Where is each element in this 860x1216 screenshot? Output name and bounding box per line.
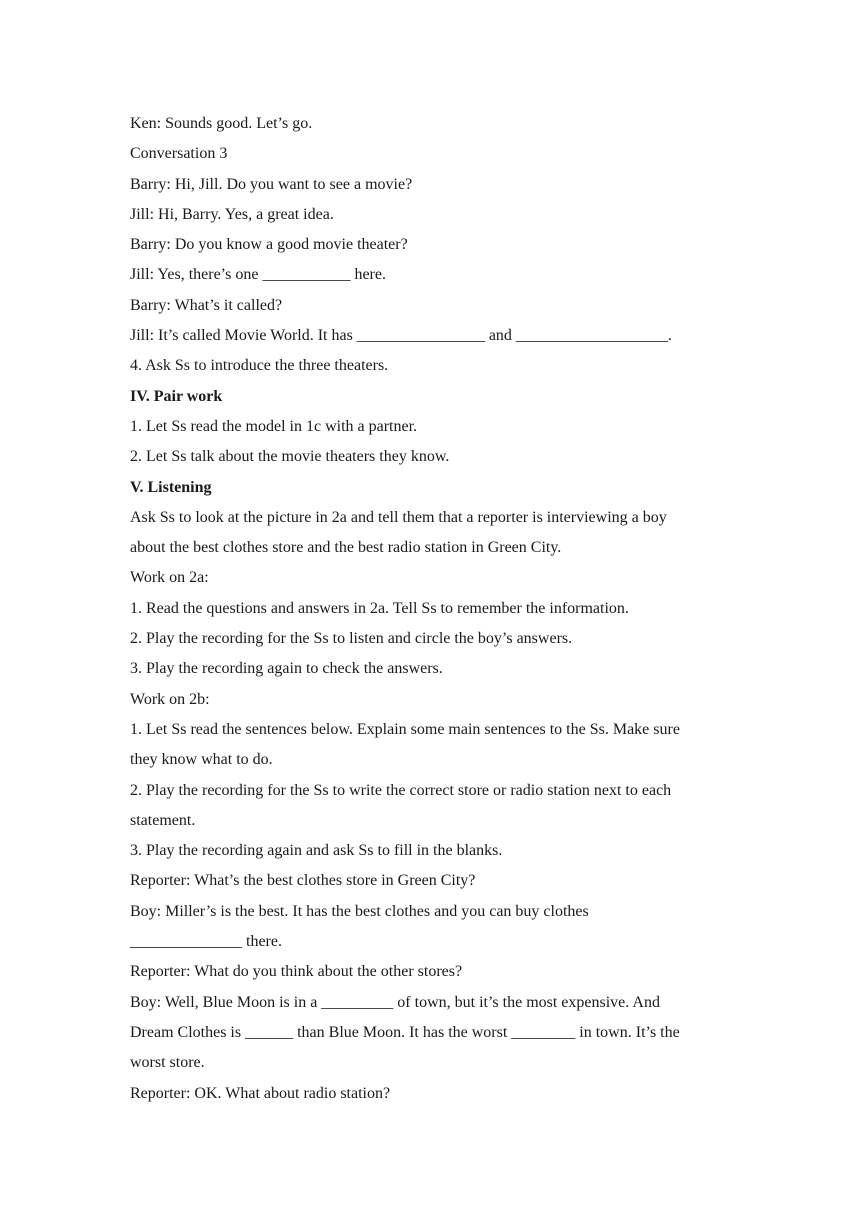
text-line: Barry: Do you know a good movie theater?	[130, 236, 408, 254]
text-line: Jill: Hi, Barry. Yes, a great idea.	[130, 205, 334, 223]
text-line: Boy: Miller’s is the best. It has the best clothes and you can buy clothes	[130, 902, 589, 920]
text-line: 4. Ask Ss to introduce the three theaters.	[130, 357, 389, 375]
text-line: 3. Play the recording again and ask Ss to fill in the blanks.	[130, 842, 503, 860]
text-line: Barry: What’s it called?	[130, 296, 283, 314]
text-line: Reporter: What’s the best clothes store in Green City?	[130, 872, 476, 890]
text-line: Jill: Yes, there’s one ___________ here.	[130, 266, 386, 284]
text-line: Boy: Well, Blue Moon is in a _________ of town, but it’s the most expensive. And	[130, 993, 660, 1011]
text-line: 1. Let Ss read the model in 1c with a partner.	[130, 417, 418, 435]
document-page	[130, 109, 740, 1109]
text-line: Jill: It’s called Movie World. It has ________________ and ___________________.	[130, 327, 672, 345]
text-line: Barry: Hi, Jill. Do you want to see a movie?	[130, 175, 413, 193]
section-heading: IV. Pair work	[130, 387, 223, 405]
text-line: they know what to do.	[130, 751, 273, 769]
text-line: 2. Play the recording for the Ss to listen and circle the boy’s answers.	[130, 630, 573, 648]
section-heading: V. Listening	[130, 478, 212, 496]
text-line: ______________ there.	[130, 933, 282, 951]
text-line: Ask Ss to look at the picture in 2a and tell them that a reporter is interviewing a boy	[130, 508, 667, 526]
text-line: worst store.	[130, 1054, 205, 1072]
text-line: 1. Read the questions and answers in 2a. Tell Ss to remember the information.	[130, 599, 629, 617]
text-line: 2. Play the recording for the Ss to write the correct store or radio station next to each	[130, 781, 672, 799]
text-line: 1. Let Ss read the sentences below. Explain some main sentences to the Ss. Make sure	[130, 720, 680, 738]
text-line: Dream Clothes is ______ than Blue Moon. It has the worst ________ in town. It’s the	[130, 1023, 680, 1041]
text-line: statement.	[130, 811, 196, 829]
text-line: about the best clothes store and the best radio station in Green City.	[130, 539, 562, 557]
text-line: Reporter: OK. What about radio station?	[130, 1084, 391, 1102]
text-line: Ken: Sounds good. Let’s go.	[130, 115, 313, 132]
text-line: Work on 2b:	[130, 690, 210, 708]
text-line: Work on 2a:	[130, 569, 209, 587]
text-line: Reporter: What do you think about the other stores?	[130, 963, 463, 981]
text-line: Conversation 3	[130, 145, 228, 163]
text-line: 2. Let Ss talk about the movie theaters they know.	[130, 448, 450, 466]
text-line: 3. Play the recording again to check the answers.	[130, 660, 443, 678]
